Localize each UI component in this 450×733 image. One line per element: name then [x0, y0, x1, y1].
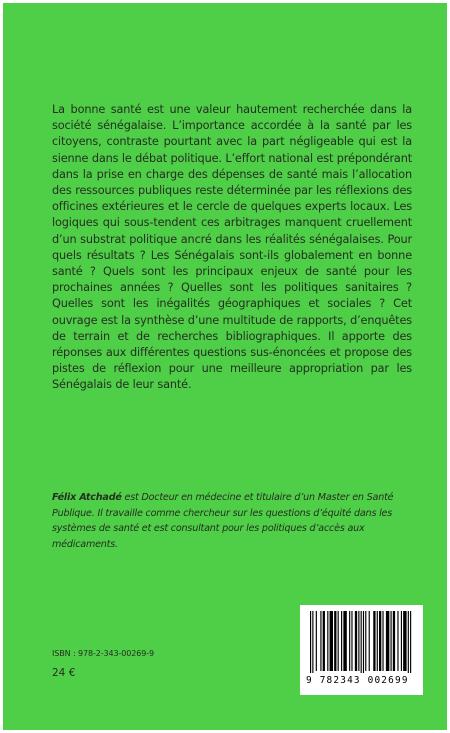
barcode-bar [379, 611, 381, 671]
barcode-bar [349, 611, 350, 671]
barcode-bar [403, 611, 406, 671]
barcode-bar [373, 611, 375, 671]
barcode-bar [330, 611, 333, 671]
author-bio-text: est Docteur en médecine et titulaire d’un Master en Santé Publique. Il travaille comme chercheur sur les questions d’équité dans les systèmes de santé et est consultant pour les politiques d’accès aux médicaments. [52, 492, 394, 550]
barcode-bar [343, 611, 346, 671]
barcode-bar [363, 611, 364, 673]
barcode-bar [361, 611, 362, 673]
barcode-bar [310, 611, 311, 673]
author-name: Félix Atchadé [52, 492, 122, 503]
barcode-bar [338, 611, 339, 671]
price: 24 € [52, 667, 76, 679]
barcode-bar [369, 611, 370, 671]
barcode-bar [377, 611, 378, 671]
barcode-bar [320, 611, 321, 671]
barcode-bar [355, 611, 357, 671]
barcode-bar [393, 611, 395, 671]
author-bio [52, 490, 412, 552]
barcode-bar [334, 611, 336, 671]
barcode-bar [397, 611, 398, 671]
barcode-bar [408, 611, 409, 673]
barcode-bar [391, 611, 392, 671]
barcode-bar [382, 611, 383, 671]
back-cover-blurb: La bonne santé est une valeur hautement recherchée dans la société sénégalaise. L’importance accordée à la santé par les citoyens, contraste pourtant avec la part négligeable qui est la sienne dans le débat politique. L’effort national est prépondérant dans la prise en charge des dépenses de santé mais l’allocation des ressources publiques reste déterminée par les réflexions des officines extérieures et le cercle de quelques experts locaux. Les logiques qui sous-tendent ces arbitrages manquent cruellement d’un substrat politique ancré dans les réalités sénégalaises. Pour quels résultats ? Les Sénégalais sont-ils globalement en bonne santé ? Quels sont les principaux enjeux de santé pour les prochaines années ? Quelles sont les politiques sanitaires ? Quelles sont les inégalités géographiques et sociales ? Cet ouvrage est la synthèse d’une multitude de rapports, d’enquêtes de terrain et de recherches bibliographiques. Il apporte des réponses aux différentes questions sus-énoncées et propose des pistes de réflexion pour une meilleure appropriation par les Sénégalais de leur santé. [52, 103, 412, 392]
barcode-bar [410, 611, 411, 673]
isbn-number: ISBN : 978-2-343-00269-9 [52, 649, 155, 658]
barcode-bar [401, 611, 402, 671]
barcode-bar [351, 611, 352, 671]
back-cover [3, 3, 447, 730]
barcode-bar [323, 611, 325, 671]
barcode-bar [341, 611, 342, 671]
barcode [300, 605, 423, 695]
barcode-digits: 9 782343 002699 [306, 675, 409, 686]
barcode-bar [316, 611, 317, 671]
barcode-bar [358, 611, 359, 671]
barcode-bar [386, 611, 389, 671]
barcode-bars [308, 611, 415, 673]
barcode-bar [327, 611, 328, 671]
barcode-bar [365, 611, 366, 671]
barcode-bar [312, 611, 313, 673]
